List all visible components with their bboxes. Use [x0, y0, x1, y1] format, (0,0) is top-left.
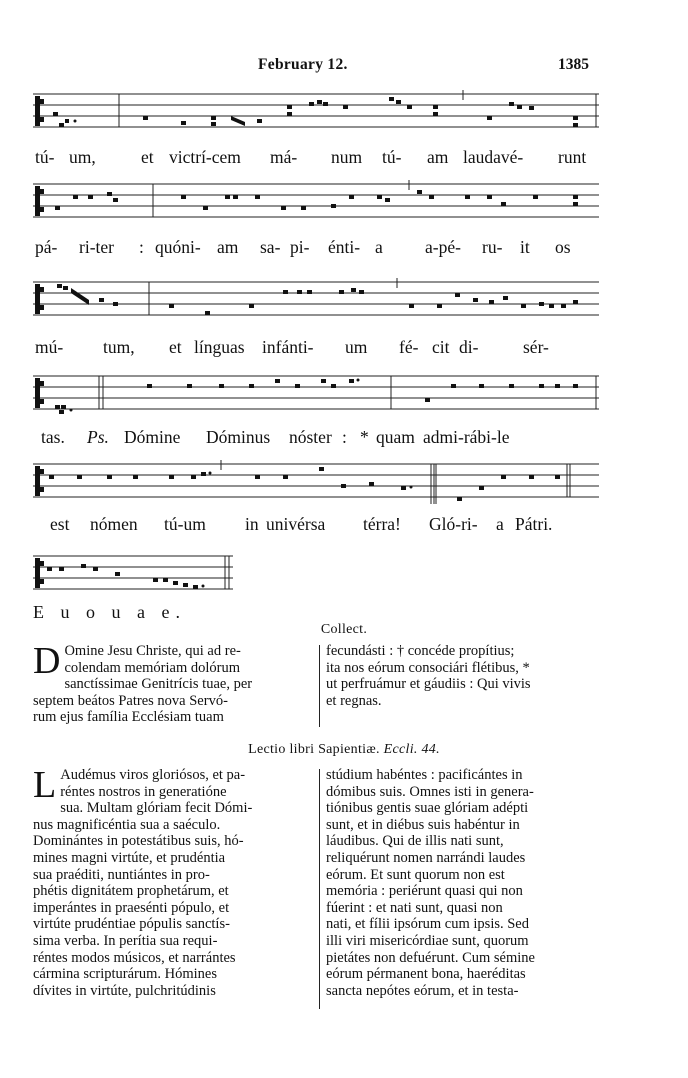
chant-lyrics-4	[30, 427, 605, 449]
page-number: 1385	[558, 56, 589, 73]
syllable: pá-	[35, 237, 58, 257]
chant-staff-6	[33, 552, 243, 598]
drop-cap: L	[33, 764, 57, 806]
lesson-title: Lectio libri Sapientiæ.	[248, 742, 380, 757]
text-line: réntes nostros in generatióne	[60, 783, 227, 800]
text-line: nus magnificéntia sua a saéculo.	[33, 816, 221, 833]
text-line: tiónibus gentis suae glóriam adépti	[326, 800, 529, 817]
page-title: February 12.	[258, 56, 348, 73]
collect-heading: Collect.	[320, 622, 368, 637]
text-line: septem beátos Patres nova Servó-	[33, 692, 228, 709]
chant-staff-1	[33, 90, 599, 136]
collect-left-column	[33, 640, 315, 726]
euouae: E u o u a e.	[33, 602, 186, 622]
text-line: sunt, et in diébus suis habéntur in	[326, 816, 520, 833]
syllable: victrí-cem	[169, 147, 241, 167]
syllable: énti-	[328, 237, 361, 257]
text-line: Dominántes in potestátibus suis, hó-	[33, 833, 244, 850]
text-line: cármina scripturárum. Hómines	[33, 966, 218, 983]
syllable: :	[139, 237, 144, 257]
collect-right-column	[326, 643, 598, 709]
text-line: et regnas.	[326, 692, 382, 709]
syllable: mú-	[35, 337, 64, 357]
syllable: in	[245, 514, 259, 534]
drop-cap: D	[33, 640, 61, 682]
syllable: laudavé-	[463, 147, 524, 167]
text-line: mines magni virtúte, et prudéntia	[33, 849, 226, 866]
syllable: cit	[432, 337, 450, 357]
syllable: tú-um	[164, 514, 206, 534]
syllable: línguas	[194, 337, 245, 357]
chant-staff-2	[33, 180, 599, 226]
syllable: num	[331, 147, 363, 167]
syllable: est	[50, 514, 70, 534]
syllable: admi-rábi-le	[423, 427, 510, 447]
text-line: eórum pérmanent bona, haeréditas	[326, 966, 526, 983]
syllable: nómen	[90, 514, 138, 534]
syllable: térra!	[363, 514, 401, 534]
syllable: a	[375, 237, 383, 257]
text-line: phétis dignitátem prophetárum, et	[33, 883, 229, 900]
text-line: dívites in virtúte, pulchritúdinis	[33, 982, 216, 999]
chant-lyrics-5	[30, 514, 605, 536]
syllable: ri-ter	[79, 237, 114, 257]
text-line: Audémus viros gloriósos, et pa-	[60, 767, 246, 783]
text-line: sancta nepótes eórum, et in testa-	[326, 982, 519, 999]
text-line: ut perfruámur et gáudiis : Qui vivis	[326, 676, 531, 693]
syllable: it	[520, 237, 530, 257]
text-line: dómibus suis. Omnes isti in genera-	[326, 783, 534, 800]
syllable: infánti-	[262, 337, 314, 357]
lesson-citation: Eccli. 44.	[383, 742, 440, 757]
chant-lyrics-3	[30, 337, 605, 359]
text-line: memória : periérunt quasi qui non	[326, 883, 523, 900]
text-line: imperántes in praesénti pópulo, et	[33, 899, 230, 916]
syllable: et	[169, 337, 182, 357]
psalm-marker: Ps.	[87, 427, 109, 447]
text-line: stúdium habéntes : pacificántes in	[326, 767, 523, 783]
chant-staff-4	[33, 372, 599, 418]
text-line: réntes modos músicos, et narrántes	[33, 949, 236, 966]
syllable: et	[141, 147, 154, 167]
syllable: Dóminus	[206, 427, 271, 447]
text-line: nati, et fílii ipsórum cum ipsis. Sed	[326, 916, 529, 933]
column-divider	[319, 769, 320, 1009]
syllable: am	[217, 237, 239, 257]
syllable: sa-	[260, 237, 281, 257]
syllable: am	[427, 147, 449, 167]
syllable: Dómine	[124, 427, 181, 447]
syllable: tú-	[382, 147, 402, 167]
text-line: sanctíssimae Genitrícis tuae, per	[64, 676, 253, 693]
text-line: eórum. Et sunt quorum non est	[326, 866, 505, 883]
chant-lyrics-1	[30, 147, 605, 169]
chant-lyrics-2	[30, 237, 605, 259]
text-line: sima verba. In perítia sua requi-	[33, 932, 218, 949]
text-line: sua praéditi, nuntiántes in pro-	[33, 866, 210, 883]
text-line: láudibus. Qui de illis nati sunt,	[326, 833, 504, 850]
text-line: illi viri misericórdiae sunt, quorum	[326, 932, 529, 949]
asterisk: *	[360, 427, 369, 447]
text-line: fúerint : et nati sunt, quasi non	[326, 899, 503, 916]
syllable: os	[555, 237, 571, 257]
syllable: sér-	[523, 337, 549, 357]
page-header	[0, 56, 688, 78]
syllable: Gló-ri-	[429, 514, 478, 534]
syllable: pi-	[290, 237, 310, 257]
syllable: :	[342, 427, 347, 447]
syllable: fé-	[399, 337, 419, 357]
text-line: ita nos eórum consociári flétibus, *	[326, 659, 530, 676]
chant-staff-5	[33, 460, 599, 506]
lesson-right-column	[326, 767, 598, 999]
syllable: um	[345, 337, 368, 357]
syllable: di-	[459, 337, 479, 357]
syllable: Pátri.	[515, 514, 553, 534]
syllable: a-pé-	[425, 237, 461, 257]
syllable: má-	[270, 147, 298, 167]
syllable: nóster	[289, 427, 332, 447]
syllable: tas.	[41, 427, 65, 447]
lesson-heading	[0, 742, 688, 758]
syllable: ru-	[482, 237, 503, 257]
syllable: quóni-	[155, 237, 201, 257]
syllable: a	[496, 514, 504, 534]
text-line: pietátes non defuérunt. Cum sémine	[326, 949, 535, 966]
lesson-left-column	[33, 764, 315, 999]
text-line: sua. Multam glóriam fecit Dómi-	[60, 800, 253, 817]
syllable: univérsa	[266, 514, 326, 534]
column-divider	[319, 645, 320, 727]
text-line: rum ejus família Ecclésiam tuam	[33, 709, 224, 726]
text-line: colendam memóriam dolórum	[64, 659, 241, 676]
text-line: Omine Jesu Christe, qui ad re-	[64, 643, 241, 659]
text-line: virtúte prudéntiae pópulis sanctís-	[33, 916, 230, 933]
syllable: um,	[69, 147, 96, 167]
syllable: tum,	[103, 337, 135, 357]
syllable: runt	[558, 147, 587, 167]
text-line: reliquérunt nomen narrándi laudes	[326, 849, 526, 866]
syllable: tú-	[35, 147, 55, 167]
text-line: fecundásti : † concéde propítius;	[326, 643, 515, 659]
chant-staff-3	[33, 278, 599, 324]
syllable: quam	[376, 427, 415, 447]
